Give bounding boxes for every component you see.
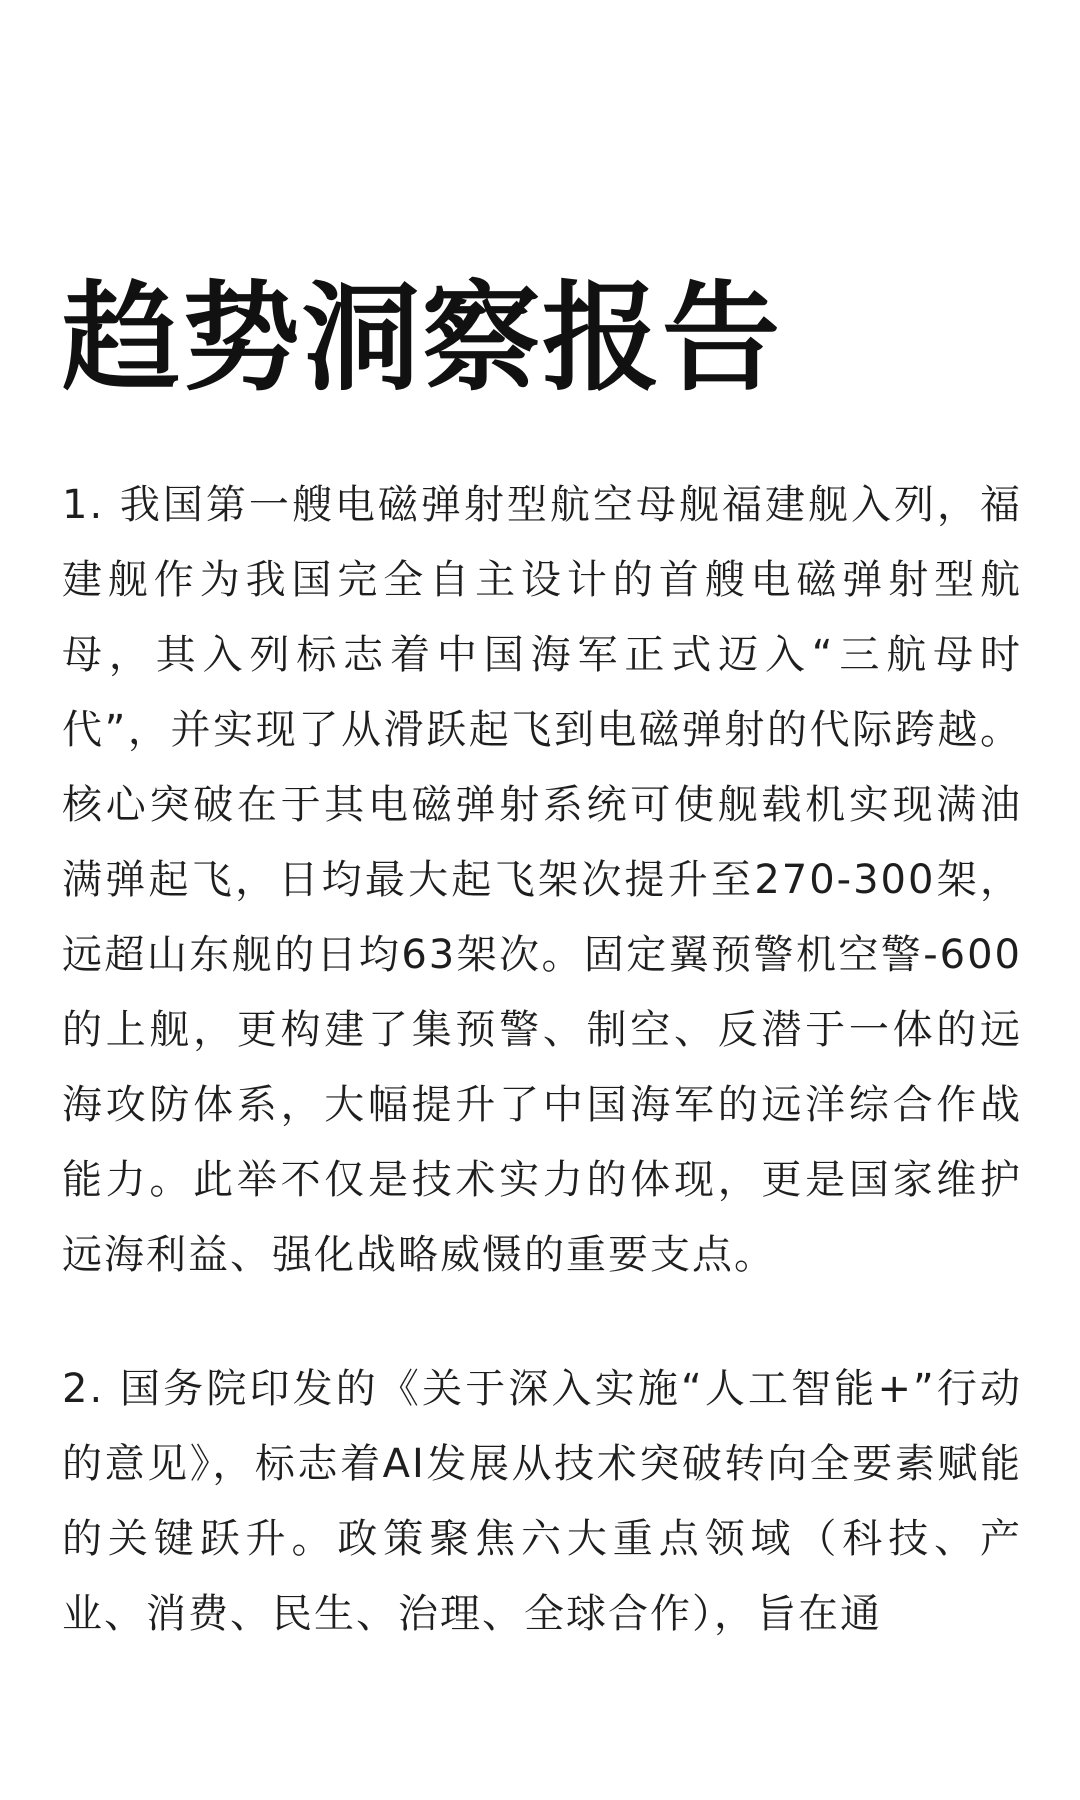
report-title: 趋势洞察报告 (62, 269, 783, 407)
report-paragraph-2: 2. 国务院印发的《关于深入实施“人工智能+”行动的意见》，标志着AI发展从技术突破转向全要素赋能的关键跃升。政策聚焦六大重点领域（科技、产业、消费、民生、治理、全球合作），旨在通 (62, 1366, 1022, 1637)
report-paragraph-1: 1. 我国第一艘电磁弹射型航空母舰福建舰入列，福建舰作为我国完全自主设计的首艘电磁弹射型航母，其入列标志着中国海军正式迈入“三航母时代”，并实现了从滑跃起飞到电磁弹射的代际跨越。核心突破在于其电磁弹射系统可使舰载机实现满油满弹起飞，日均最大起飞架次提升至270-300架，远超山东舰的日均63架次。固定翼预警机空警-600的上舰，更构建了集预警、制空、反潜于一体的远海攻防体系，大幅提升了中国海军的远洋综合作战能力。此举不仅是技术实力的体现，更是国家维护远海利益、强化战略威慑的重要支点。 (62, 482, 1022, 1278)
